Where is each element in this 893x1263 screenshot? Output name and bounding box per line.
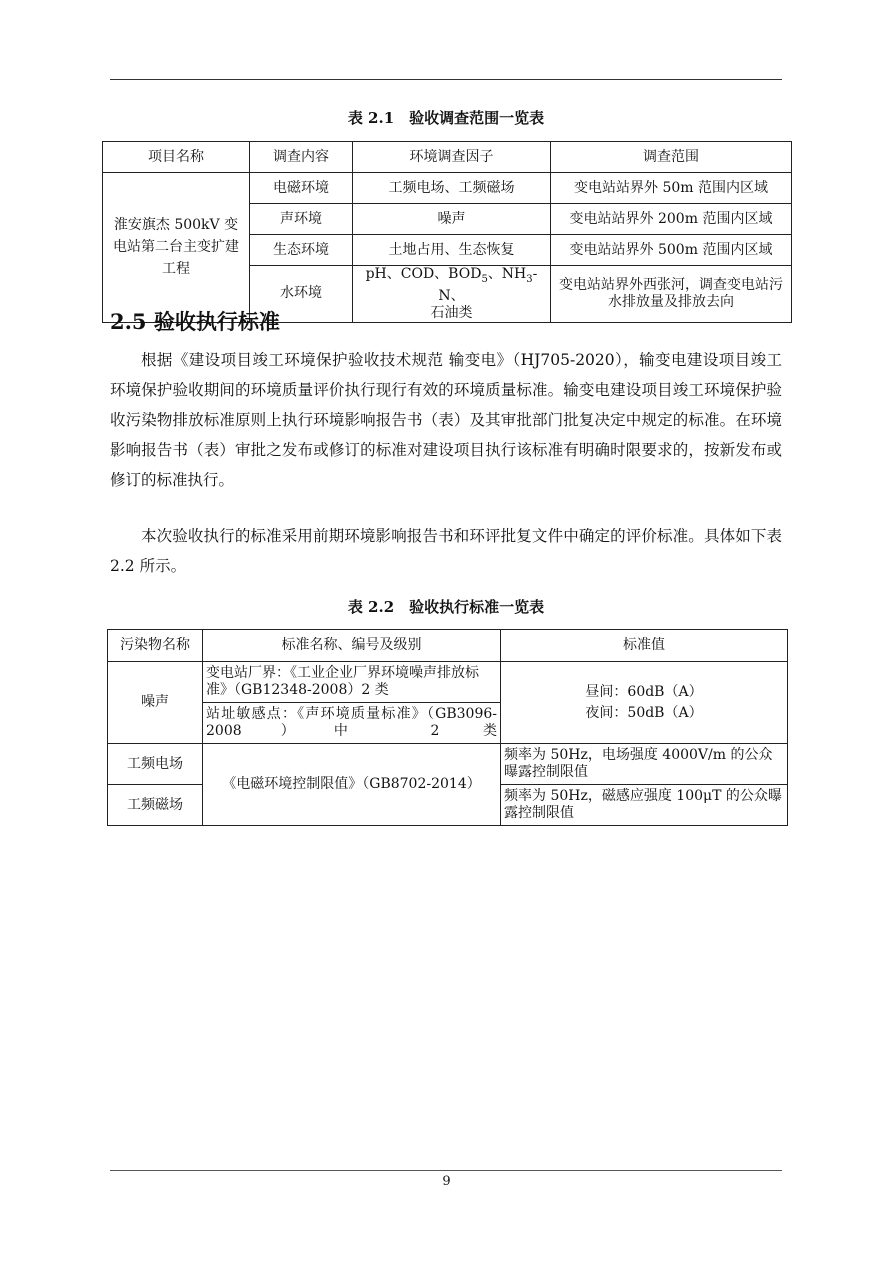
table-cell: 工频电场、工频磁场 [353, 173, 551, 204]
factor-text: pH、COD、BOD [365, 266, 482, 282]
table-cell: 变电站站界外 200m 范围内区域 [551, 204, 792, 235]
table-cell: 生态环境 [250, 235, 353, 266]
table-row [108, 662, 788, 703]
table2-caption: 表 2.2 验收执行标准一览表 [347, 598, 545, 616]
header-rule [110, 79, 782, 80]
section-heading: 2.5 验收执行标准 [110, 309, 280, 334]
subscript: 5 [481, 273, 488, 285]
factor-text: 石油类 [430, 304, 473, 321]
table-row [103, 173, 792, 204]
table-header: 标准名称、编号及级别 [203, 630, 501, 662]
table-cell: 变电站站界外 500m 范围内区域 [551, 235, 792, 266]
survey-scope-table [102, 141, 792, 323]
pollutant-cell: 噪声 [108, 662, 203, 744]
factor-text: 、NH [487, 266, 527, 282]
table-cell: 土地占用、生态恢复 [353, 235, 551, 266]
page-number: 9 [442, 1174, 451, 1189]
table-cell: 声环境 [250, 204, 353, 235]
table-row [103, 142, 792, 173]
standard-value-cell [501, 662, 788, 744]
standard-value-cell: 频率为 50Hz，电场强度 4000V/m 的公众曝露控制限值 [501, 744, 788, 785]
paragraph: 根据《建设项目竣工环境保护验收技术规范 输变电》（HJ705-2020），输变电建设项目竣工环境保护验收期间的环境质量评价执行现行有效的环境质量标准。输变电建设项目竣工环境保护验收污染物排放标准原则上执行环境影响报告书（表）及其审批部门批复决定中规定的标准。在环境影响报告书（表）审批之发布或修订的标准对建设项目执行该标准有明确时限要求的，按新发布或修订的标准执行。 [110, 351, 782, 489]
project-name-cell: 淮安旗杰 500kV 变电站第二台主变扩建工程 [103, 173, 250, 323]
standard-cell: 变电站厂界：《工业企业厂界环境噪声排放标准》（GB12348-2008）2 类 [203, 662, 501, 703]
footer-rule [110, 1170, 782, 1171]
table-cell: 变电站站界外西张河，调查变电站污水排放量及排放去向 [551, 266, 792, 323]
water-factor-cell [353, 266, 551, 323]
table-row [108, 744, 788, 785]
subscript: 3 [526, 273, 533, 285]
pollutant-cell: 工频电场 [108, 744, 203, 785]
standards-table [107, 629, 788, 826]
table1-caption: 表 2.1 验收调查范围一览表 [347, 109, 545, 127]
table-cell: 水环境 [250, 266, 353, 323]
table-header: 环境调查因子 [353, 142, 551, 173]
table-header: 污染物名称 [108, 630, 203, 662]
night-limit: 夜间：50dB（A） [585, 704, 703, 721]
pollutant-cell: 工频磁场 [108, 785, 203, 826]
day-limit: 昼间：60dB（A） [585, 683, 703, 700]
table-cell: 变电站站界外 50m 范围内区域 [551, 173, 792, 204]
table-header: 调查范围 [551, 142, 792, 173]
factor-text: -N、 [438, 266, 538, 304]
table-header: 标准值 [501, 630, 788, 662]
table-header: 调查内容 [250, 142, 353, 173]
paragraph: 本次验收执行的标准采用前期环境影响报告书和环评批复文件中确定的评价标准。具体如下表 2.2 所示。 [110, 527, 782, 575]
table-header: 项目名称 [103, 142, 250, 173]
standard-cell: 《电磁环境控制限值》（GB8702-2014） [203, 744, 501, 826]
table-cell: 电磁环境 [250, 173, 353, 204]
standard-value-cell: 频率为 50Hz，磁感应强度 100μT 的公众曝露控制限值 [501, 785, 788, 826]
standard-cell: 站址敏感点：《声环境质量标准》（GB3096-2008）中 2 类 [203, 703, 501, 744]
table-row [108, 630, 788, 662]
table-cell: 噪声 [353, 204, 551, 235]
